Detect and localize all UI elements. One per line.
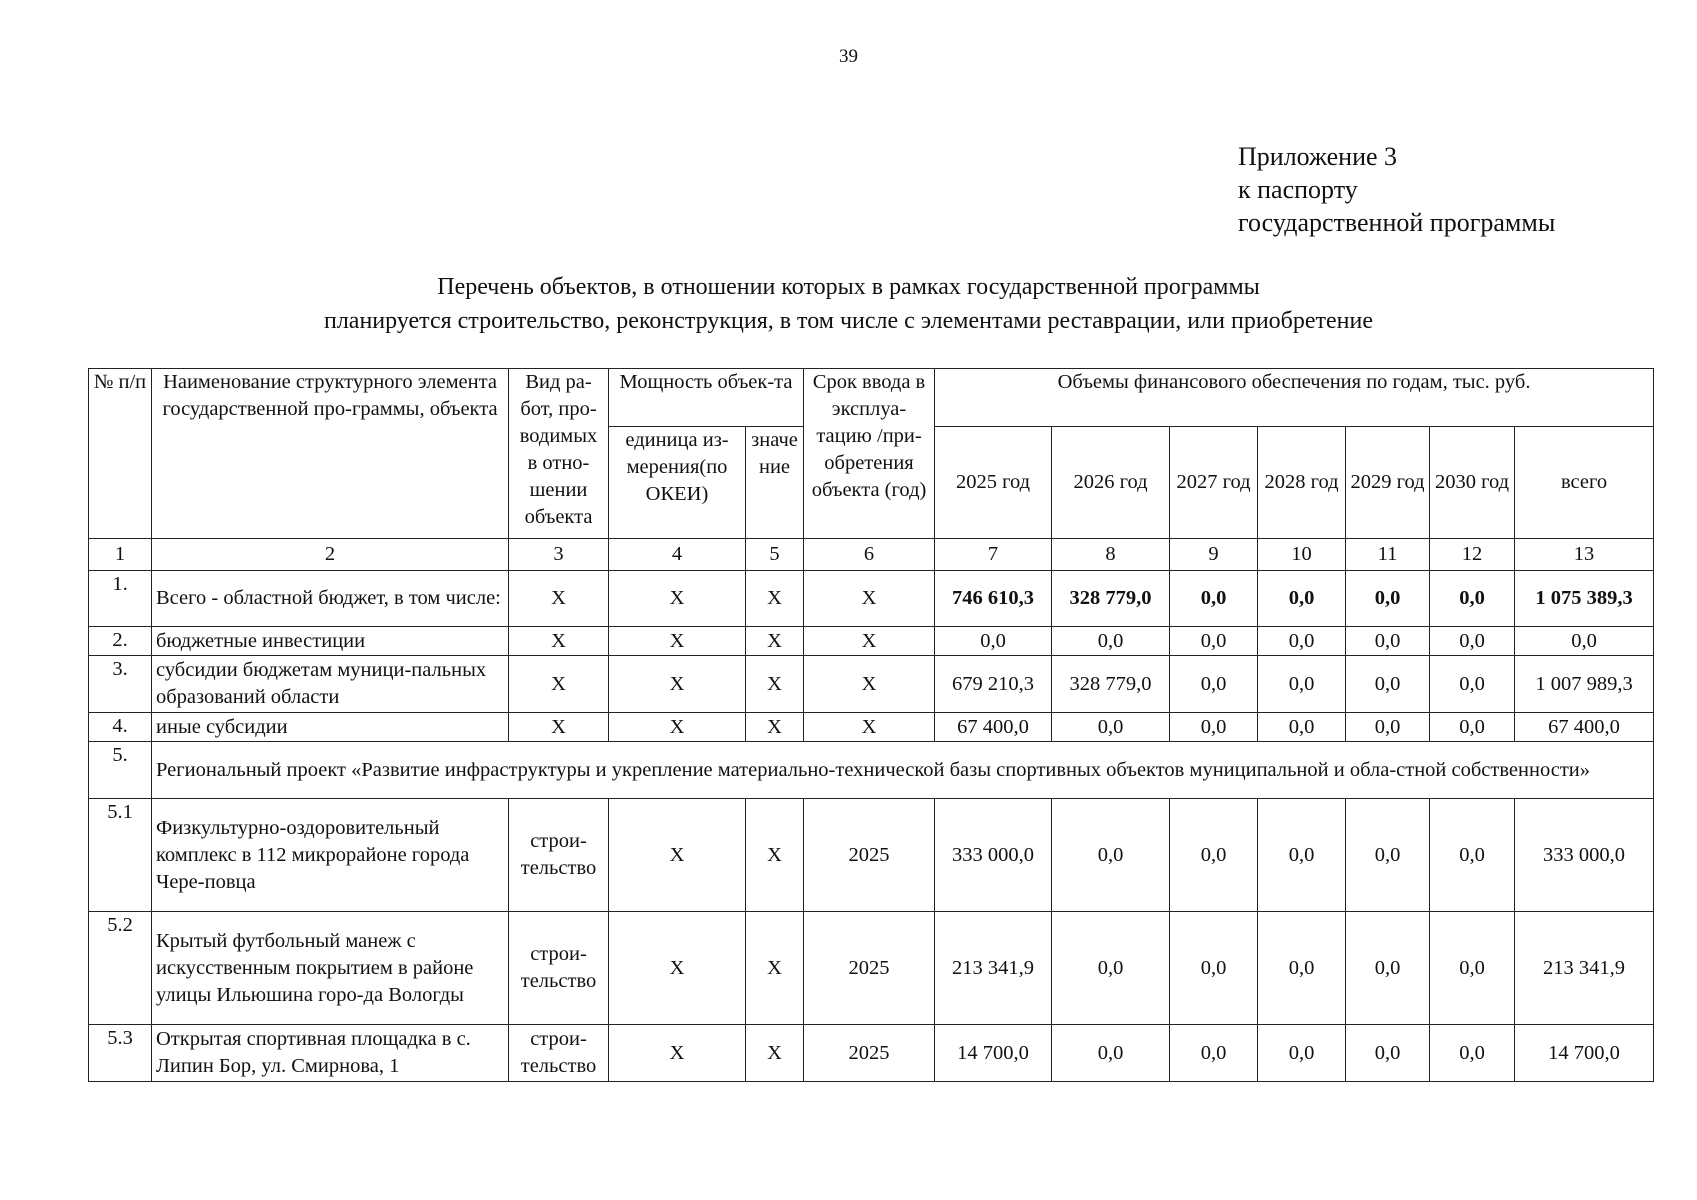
row-name: Открытая спортивная площадка в с. Липин Бор, ул. Смирнова, 1 bbox=[152, 1025, 509, 1082]
row-year: X bbox=[804, 713, 935, 742]
header-year-2027: 2027 год bbox=[1170, 427, 1258, 539]
column-number: 8 bbox=[1052, 539, 1170, 571]
header-commissioning: Срок ввода в эксплуа-тацию /при-обретения объекта (год) bbox=[804, 369, 935, 539]
row-2028: 0,0 bbox=[1258, 1025, 1346, 1082]
row-name: Крытый футбольный манеж с искусственным покрытием в районе улицы Ильюшина горо-да Вологды bbox=[152, 912, 509, 1025]
row-total: 333 000,0 bbox=[1515, 799, 1654, 912]
header-work-type: Вид ра-бот, про-водимых в отно-шении объекта bbox=[509, 369, 609, 539]
row-total: 1 007 989,3 bbox=[1515, 656, 1654, 713]
row-2028: 0,0 bbox=[1258, 627, 1346, 656]
row-name: Всего - областной бюджет, в том числе: bbox=[152, 571, 509, 627]
row-value: X bbox=[746, 799, 804, 912]
column-number: 11 bbox=[1346, 539, 1430, 571]
row-value: X bbox=[746, 1025, 804, 1082]
column-number: 12 bbox=[1430, 539, 1515, 571]
row-num: 5.1 bbox=[89, 799, 152, 912]
title-line-2: планируется строительство, реконструкция, в том числе с элементами реставрации, или приобретение bbox=[323, 308, 1373, 334]
row-unit: X bbox=[609, 627, 746, 656]
row-unit: X bbox=[609, 912, 746, 1025]
row-work: строи-тельство bbox=[509, 912, 609, 1025]
appendix-line-1: Приложение 3 bbox=[1238, 142, 1398, 171]
row-name: субсидии бюджетам муници-пальных образований области bbox=[152, 656, 509, 713]
row-2030: 0,0 bbox=[1430, 912, 1515, 1025]
row-num: 4. bbox=[89, 713, 152, 742]
row-2025: 67 400,0 bbox=[935, 713, 1052, 742]
row-2025: 333 000,0 bbox=[935, 799, 1052, 912]
project-title: Региональный проект «Развитие инфраструктуры и укрепление материально-технической базы спортивных объектов муниципальной и обла-стной собственности» bbox=[152, 742, 1654, 799]
row-num: 3. bbox=[89, 656, 152, 713]
row-2028: 0,0 bbox=[1258, 912, 1346, 1025]
row-num: 5.2 bbox=[89, 912, 152, 1025]
row-name: бюджетные инвестиции bbox=[152, 627, 509, 656]
row-2028: 0,0 bbox=[1258, 799, 1346, 912]
row-2029: 0,0 bbox=[1346, 713, 1430, 742]
row-work: X bbox=[509, 656, 609, 713]
row-2027: 0,0 bbox=[1170, 627, 1258, 656]
row-2025: 14 700,0 bbox=[935, 1025, 1052, 1082]
header-total: всего bbox=[1515, 427, 1654, 539]
row-2026: 0,0 bbox=[1052, 799, 1170, 912]
column-number: 9 bbox=[1170, 539, 1258, 571]
row-2029: 0,0 bbox=[1346, 1025, 1430, 1082]
column-number: 5 bbox=[746, 539, 804, 571]
row-2030: 0,0 bbox=[1430, 1025, 1515, 1082]
appendix-note bbox=[1238, 140, 1555, 239]
column-number: 6 bbox=[804, 539, 935, 571]
row-2027: 0,0 bbox=[1170, 799, 1258, 912]
row-value: X bbox=[746, 571, 804, 627]
row-2027: 0,0 bbox=[1170, 713, 1258, 742]
project-row bbox=[89, 742, 1654, 799]
row-2028: 0,0 bbox=[1258, 571, 1346, 627]
row-value: X bbox=[746, 912, 804, 1025]
row-2026: 328 779,0 bbox=[1052, 571, 1170, 627]
column-number: 2 bbox=[152, 539, 509, 571]
row-2028: 0,0 bbox=[1258, 713, 1346, 742]
row-2027: 0,0 bbox=[1170, 912, 1258, 1025]
row-unit: X bbox=[609, 799, 746, 912]
row-2030: 0,0 bbox=[1430, 713, 1515, 742]
row-2025: 679 210,3 bbox=[935, 656, 1052, 713]
row-num: 5. bbox=[89, 742, 152, 799]
row-2027: 0,0 bbox=[1170, 656, 1258, 713]
row-value: X bbox=[746, 656, 804, 713]
row-unit: X bbox=[609, 713, 746, 742]
table-row bbox=[89, 1025, 1654, 1082]
header-name: Наименование структурного элемента государственной про-граммы, объекта bbox=[152, 369, 509, 539]
header-num: № п/п bbox=[89, 369, 152, 539]
row-2027: 0,0 bbox=[1170, 1025, 1258, 1082]
row-work: X bbox=[509, 713, 609, 742]
row-total: 213 341,9 bbox=[1515, 912, 1654, 1025]
table-row bbox=[89, 912, 1654, 1025]
row-total: 1 075 389,3 bbox=[1515, 571, 1654, 627]
row-2030: 0,0 bbox=[1430, 656, 1515, 713]
column-number: 10 bbox=[1258, 539, 1346, 571]
row-total: 0,0 bbox=[1515, 627, 1654, 656]
column-number: 13 bbox=[1515, 539, 1654, 571]
row-unit: X bbox=[609, 656, 746, 713]
header-year-2026: 2026 год bbox=[1052, 427, 1170, 539]
row-2029: 0,0 bbox=[1346, 571, 1430, 627]
row-work: X bbox=[509, 571, 609, 627]
page-number: 39 bbox=[839, 46, 858, 67]
row-2025: 213 341,9 bbox=[935, 912, 1052, 1025]
row-name: Физкультурно-оздоровительный комплекс в 112 микрорайоне города Чере-повца bbox=[152, 799, 509, 912]
row-2029: 0,0 bbox=[1346, 656, 1430, 713]
objects-table bbox=[88, 368, 1654, 1082]
column-number: 1 bbox=[89, 539, 152, 571]
title-line-1: Перечень объектов, в отношении которых в рамках государственной программы bbox=[437, 274, 1260, 300]
header-capacity: Мощность объек-та bbox=[609, 369, 804, 427]
row-work: X bbox=[509, 627, 609, 656]
row-2026: 0,0 bbox=[1052, 713, 1170, 742]
document-title bbox=[0, 270, 1697, 338]
row-year: 2025 bbox=[804, 1025, 935, 1082]
appendix-line-2: к паспорту bbox=[1238, 175, 1358, 204]
row-total: 14 700,0 bbox=[1515, 1025, 1654, 1082]
row-2026: 0,0 bbox=[1052, 627, 1170, 656]
row-year: X bbox=[804, 627, 935, 656]
column-numbers-row bbox=[89, 539, 1654, 571]
row-2029: 0,0 bbox=[1346, 627, 1430, 656]
table-row-total bbox=[89, 571, 1654, 627]
row-year: 2025 bbox=[804, 799, 935, 912]
column-number: 7 bbox=[935, 539, 1052, 571]
row-value: X bbox=[746, 627, 804, 656]
row-2026: 0,0 bbox=[1052, 912, 1170, 1025]
table-row bbox=[89, 627, 1654, 656]
table-row bbox=[89, 799, 1654, 912]
header-year-2029: 2029 год bbox=[1346, 427, 1430, 539]
header-value: значе ние bbox=[746, 427, 804, 539]
row-2029: 0,0 bbox=[1346, 912, 1430, 1025]
table-row bbox=[89, 713, 1654, 742]
row-2027: 0,0 bbox=[1170, 571, 1258, 627]
row-total: 67 400,0 bbox=[1515, 713, 1654, 742]
row-2030: 0,0 bbox=[1430, 571, 1515, 627]
header-unit: единица из-мерения(по ОКЕИ) bbox=[609, 427, 746, 539]
row-year: X bbox=[804, 571, 935, 627]
row-unit: X bbox=[609, 571, 746, 627]
row-2026: 328 779,0 bbox=[1052, 656, 1170, 713]
column-number: 4 bbox=[609, 539, 746, 571]
row-unit: X bbox=[609, 1025, 746, 1082]
row-2025: 746 610,3 bbox=[935, 571, 1052, 627]
row-num: 1. bbox=[89, 571, 152, 627]
appendix-line-3: государственной программы bbox=[1238, 208, 1556, 237]
row-name: иные субсидии bbox=[152, 713, 509, 742]
row-2025: 0,0 bbox=[935, 627, 1052, 656]
table-row bbox=[89, 656, 1654, 713]
row-2030: 0,0 bbox=[1430, 627, 1515, 656]
row-year: 2025 bbox=[804, 912, 935, 1025]
header-year-2025: 2025 год bbox=[935, 427, 1052, 539]
row-2029: 0,0 bbox=[1346, 799, 1430, 912]
header-funding: Объемы финансового обеспечения по годам, тыс. руб. bbox=[935, 369, 1654, 427]
row-work: строи-тельство bbox=[509, 1025, 609, 1082]
header-year-2028: 2028 год bbox=[1258, 427, 1346, 539]
row-num: 5.3 bbox=[89, 1025, 152, 1082]
row-2028: 0,0 bbox=[1258, 656, 1346, 713]
row-num: 2. bbox=[89, 627, 152, 656]
column-number: 3 bbox=[509, 539, 609, 571]
header-year-2030: 2030 год bbox=[1430, 427, 1515, 539]
row-2030: 0,0 bbox=[1430, 799, 1515, 912]
row-2026: 0,0 bbox=[1052, 1025, 1170, 1082]
row-value: X bbox=[746, 713, 804, 742]
row-work: строи-тельство bbox=[509, 799, 609, 912]
row-year: X bbox=[804, 656, 935, 713]
